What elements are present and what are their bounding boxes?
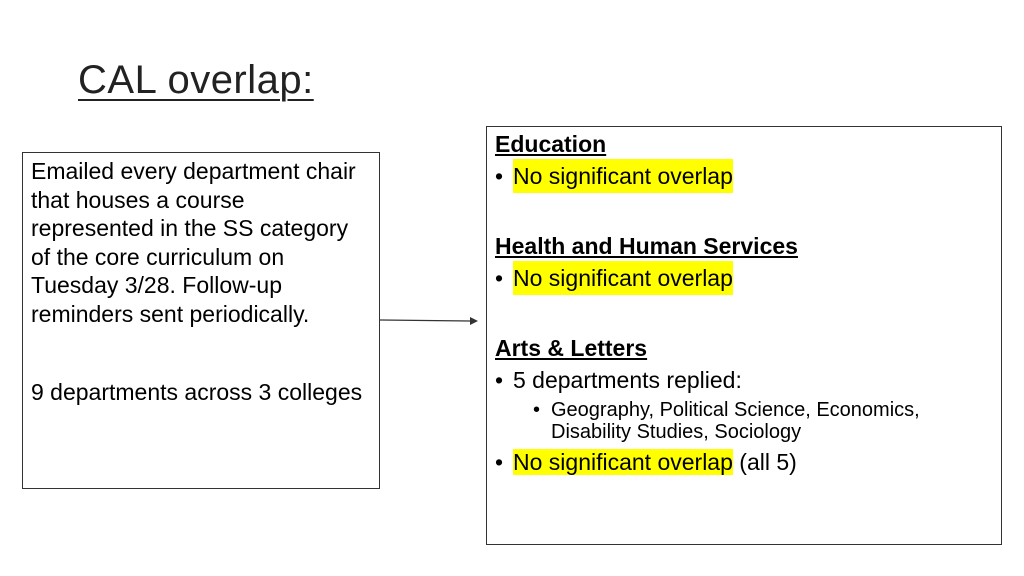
education-result-text: No significant overlap	[513, 159, 733, 193]
arts-replied	[495, 363, 993, 397]
health-heading: Health and Human Services	[495, 233, 798, 259]
summary-box	[22, 152, 380, 489]
arts-result	[495, 445, 993, 479]
education-result	[495, 159, 993, 193]
arts-departments	[495, 399, 993, 443]
arts-result-highlight: No significant overlap	[513, 449, 733, 475]
summary-paragraph: Emailed every department chair that houses a course represented in the SS category of the core curriculum on Tuesday 3/28. Follow-up reminders sent periodically.	[31, 158, 356, 327]
arts-replied-text: 5 departments replied:	[513, 367, 742, 393]
bullet-icon: •	[533, 399, 541, 421]
arts-result-suffix: (all 5)	[732, 449, 797, 475]
colleges-box	[486, 126, 1002, 545]
bullet-icon: •	[495, 449, 504, 475]
bullet-icon: •	[495, 265, 504, 291]
slide-title: CAL overlap:	[78, 58, 314, 102]
bullet-icon: •	[495, 367, 504, 393]
education-heading: Education	[495, 131, 607, 157]
connector-arrow	[380, 312, 480, 332]
health-result-text: No significant overlap	[513, 261, 733, 295]
health-result	[495, 261, 993, 295]
bullet-icon: •	[495, 163, 504, 189]
departments-count: 9 departments across 3 colleges	[31, 379, 363, 405]
arts-departments-text: Geography, Political Science, Economics, Disability Studies, Sociology	[551, 399, 920, 443]
arts-heading: Arts & Letters	[495, 335, 648, 361]
